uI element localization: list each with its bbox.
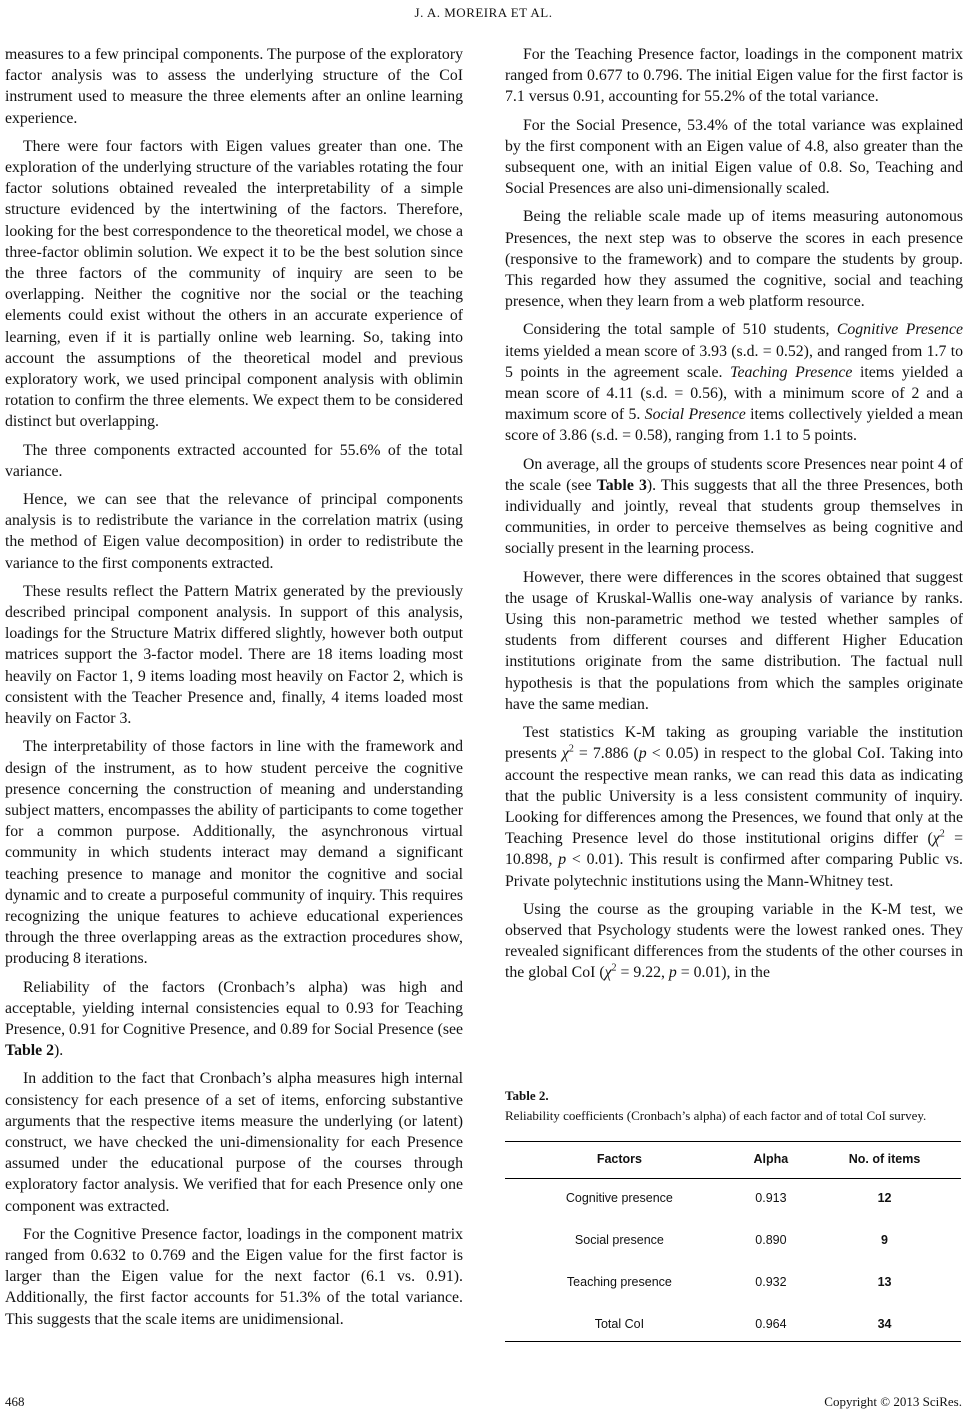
cell-items: 34 [808,1305,961,1342]
table-reference: Table 2 [5,1042,55,1060]
copyright-notice: Copyright © 2013 SciRes. [824,1394,962,1409]
page-number: 468 [5,1394,25,1409]
table-row [505,1221,961,1263]
paragraph: For the Cognitive Presence factor, loadings in the component matrix ranged from 0.632 to 0.769 and the Eigen value for the first factor is larger than the Eigen value for the next factor (6.1 vs. 0.91). Additionally, the first factor accounts for 51.3% of the total variance. This suggests that the scale items are unidimensional. [5,1225,463,1328]
paragraph: Hence, we can see that the relevance of principal components analysis is to redistribute the variance in the correlation matrix (using the method of Eigen value decomposition) in order to redistribute the variance to the first components extracted. [5,491,463,572]
table-reference: Table 3 [596,476,647,494]
cell-alpha: 0.932 [755,1275,787,1289]
cell-factor: Cognitive presence [565,1191,673,1205]
cell-factor: Total CoI [505,1305,734,1342]
table-caption: Reliability coefficients (Cronbach’s alpha) of each factor and of total CoI survey. [505,1108,927,1123]
cell-items: 13 [877,1275,892,1289]
header-alpha: Alpha [734,1142,808,1179]
running-header: J. A. MOREIRA ET AL. [414,5,553,20]
cell-alpha: 0.890 [755,1233,787,1247]
paragraph: However, there were differences in the scores obtained that suggest the usage of Kruskal-Wallis one-way analysis of variance by ranks. Using this non-parametric method we tested whether samples of students from different courses and different Higher Education institutions originate from the same distribution. The factual null hypothesis is that the populations from which the samples originate have the same median. [505,568,963,713]
table-header-row [505,1142,961,1179]
paragraph: For the Social Presence, 53.4% of the total variance was explained by the first component with an Eigen value of 4.8, also greater than the subsequent one, with an initial Eigen value of 0.8. So, Teaching and Social Presences are also uni-dimensionally scaled. [505,116,963,198]
cell-factor: Teaching presence [566,1275,672,1289]
cell-factor: Social presence [574,1233,664,1247]
paragraph-reliability: Reliability of the factors (Cronbach’s alpha) was high and acceptable, yielding internal consistencies equal to 0.93 for Teaching Presence, 0.91 for Cognitive Presence, and 0.89 for Social Presence (see Table 2). [5,978,463,1060]
paragraph: The three components extracted accounted for 55.6% of the total variance. [5,441,463,480]
cell-alpha: 0.964 [734,1305,808,1342]
reliability-table [505,1141,961,1342]
table-title: Table 2. [505,1088,549,1103]
table-row [505,1179,961,1222]
paragraph: Being the reliable scale made up of items measuring autonomous Presences, the next step was to observe the scores in each presence (responsive to the framework) and to compare the students by group. This regarded how they assumed the cognitive, social and teaching presence, when they learn from a web platform resource. [505,208,963,311]
table-row [505,1263,961,1305]
cell-items: 12 [877,1191,892,1205]
paragraph: There were four factors with Eigen values greater than one. The exploration of the underlying structure of the variables rotating the four factor solutions obtained revealed the interpretability of a simple structure evidenced by the intertwining of the factors. Therefore, looking for the best correspondence to the theoretical model, we chose a three-factor oblimin solution. We expect it to be the best solution since the three factors of the community of inquiry are seen to be overlapping. Neither the cognitive nor the social or the teaching elements could exist without the others in an accurate experience of learning, even if it is partially online web learning. So, taking into account the assumptions of the theoretical model and previous exploratory work, we used principal component analysis with oblimin rotation to confirm the three elements. We expect them to be considered distinct but overlapping. [5,137,463,431]
table-row [505,1305,961,1342]
header-factors: Factors [505,1142,734,1179]
paragraph-km-test: Test statistics K-M taking as grouping variable the institution presents $\chi^2 = 7.886$ (p < 0.05) in respect to the global CoI. Taking into account the respective mean ranks, we can read this data as indicating that the public University is a less consistent community of inquiry. Looking for differences among the Presences, we found that only at the Teaching Presence level do those institutional origins differ ($\chi^2 = 10.898$, p < 0.01). This result is confirmed after comparing Public vs. Private polytechnic institutions using the Mann-Whitney test. [505,724,964,890]
paragraph-course: Using the course as the grouping variable in the K-M test, we observed that Psychology students were the lowest ranked ones. They revealed significant differences from the students of the other courses in the global CoI ($\chi^2 = 9.22$, p = 0.01), in the [505,900,963,982]
left-column [5,44,463,1337]
right-column [505,44,963,991]
paragraph: These results reflect the Pattern Matrix generated by the previously described principal component analysis. In support of this analysis, loadings for the Structure Matrix differed slightly, however both output matrices support the 3-factor model. There are 18 items loading most heavily on Factor 1, 9 items loading most heavily on Factor 2, which is consistent with the Teacher Presence and, finally, 4 items loaded most heavily on Factor 3. [5,582,463,728]
paragraph: The interpretability of those factors in line with the framework and design of the instrument, as to how student perceive the cognitive presence concerning the construction of meaning and understanding subject matters, encompasses the ability of participants to come together for a common purpose. Additionally, the asynchronous virtual community in which students interact may demand a significant teaching presence to manage and monitor the cognitive and social dynamic and to create a purposeful community of inquiry. This requires recognizing the unique features to achieve educational experiences through the three overlapping areas as the extraction procedures show, producing 8 iterations. [5,738,463,968]
header-items: No. of items [808,1142,961,1179]
paragraph-average: On average, all the groups of students score Presences near point 4 of the scale (see Table 3). This suggests that all the three Presences, both individually and jointly, reveal that students group themselves in communities, in order to perceive themselves as being cognitive and socially present in the learning process. [505,455,963,558]
cell-alpha: 0.913 [755,1191,787,1205]
paragraph: In addition to the fact that Cronbach’s alpha measures high internal consistency for each presence of a set of items, enforcing substantive arguments that the respective items measure the underlying (or latent) construct, we have checked the uni-dimensionality for each Presence assumed under the educational purpose of the courses through exploratory factor analysis. We verified that for each Presence only one component was extracted. [5,1070,463,1215]
paragraph-scores: Considering the total sample of 510 students, Cognitive Presence items yielded a mean score of 3.93 (s.d. = 0.52), and ranged from 1.7 to 5 points in the agreement scale. Teaching Presence items yielded a mean score of 4.11 (s.d. = 0.56), with a minimum score of 2 and a maximum score of 5. Social Presence items collectively yielded a mean score of 3.86 (s.d. = 0.58), ranging from 1.1 to 5 points. [505,321,963,445]
paragraph: For the Teaching Presence factor, loadings in the component matrix ranged from 0.677 to 0.796. The initial Eigen value for the first factor is 7.1 versus 0.91, accounting for 55.2% of the total variance. [505,46,963,106]
paragraph: measures to a few principal components. The purpose of the exploratory factor analysis was to assess the underlying structure of the CoI instrument used to measure the three elements after an online learning experience. [5,46,463,127]
table-2 [505,1088,961,1342]
cell-items: 9 [881,1233,888,1247]
